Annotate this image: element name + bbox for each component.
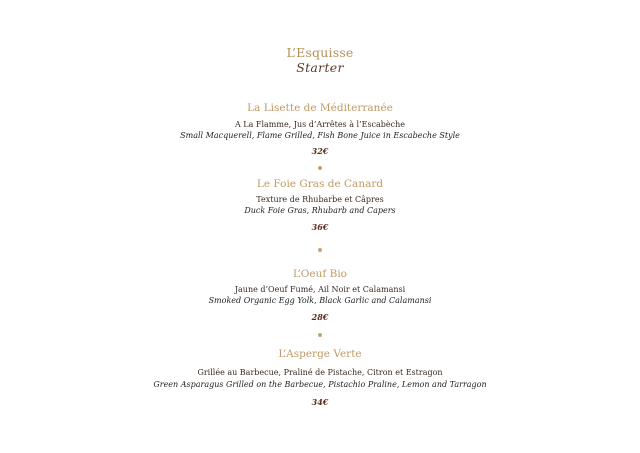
separator-dot — [318, 166, 322, 170]
dish-description-fr: A La Flamme, Jus d’Arrêtes à l’Escabèche — [234, 120, 406, 129]
dish-price: 34€ — [311, 397, 329, 407]
dish-name: La Lisette de Méditerranée — [247, 102, 393, 114]
dish-description-en: Duck Foie Gras, Rhubarb and Capers — [244, 206, 396, 215]
dish-price: 28€ — [311, 312, 329, 322]
dish-name: Le Foie Gras de Canard — [256, 178, 384, 190]
separator-dot — [318, 333, 322, 337]
dish-price: 36€ — [311, 222, 329, 232]
section-title: Starter — [296, 60, 344, 75]
dish-description-en: Smoked Organic Egg Yolk, Black Garlic and Calamansi — [208, 296, 432, 305]
dish-description-fr: Jaune d’Oeuf Fumé, Ail Noir et Calamansi — [234, 285, 406, 294]
separator-dot — [318, 248, 322, 252]
dish-description-en: Green Asparagus Grilled on the Barbecue, Pistachio Praline, Lemon and Tarragon — [153, 380, 487, 389]
restaurant-name: L’Esquisse — [286, 45, 354, 60]
dish-description-fr: Texture de Rhubarbe et Câpres — [256, 195, 384, 204]
dish-description-fr: Grillée au Barbecue, Praliné de Pistache, Citron et Estragon — [197, 368, 443, 377]
dish-name: L’Oeuf Bio — [293, 268, 347, 280]
dish-price: 32€ — [311, 146, 329, 156]
dish-name: L’Asperge Verte — [278, 348, 362, 360]
dish-description-en: Small Macquerell, Flame Grilled, Fish Bone Juice in Escabeche Style — [180, 131, 460, 140]
